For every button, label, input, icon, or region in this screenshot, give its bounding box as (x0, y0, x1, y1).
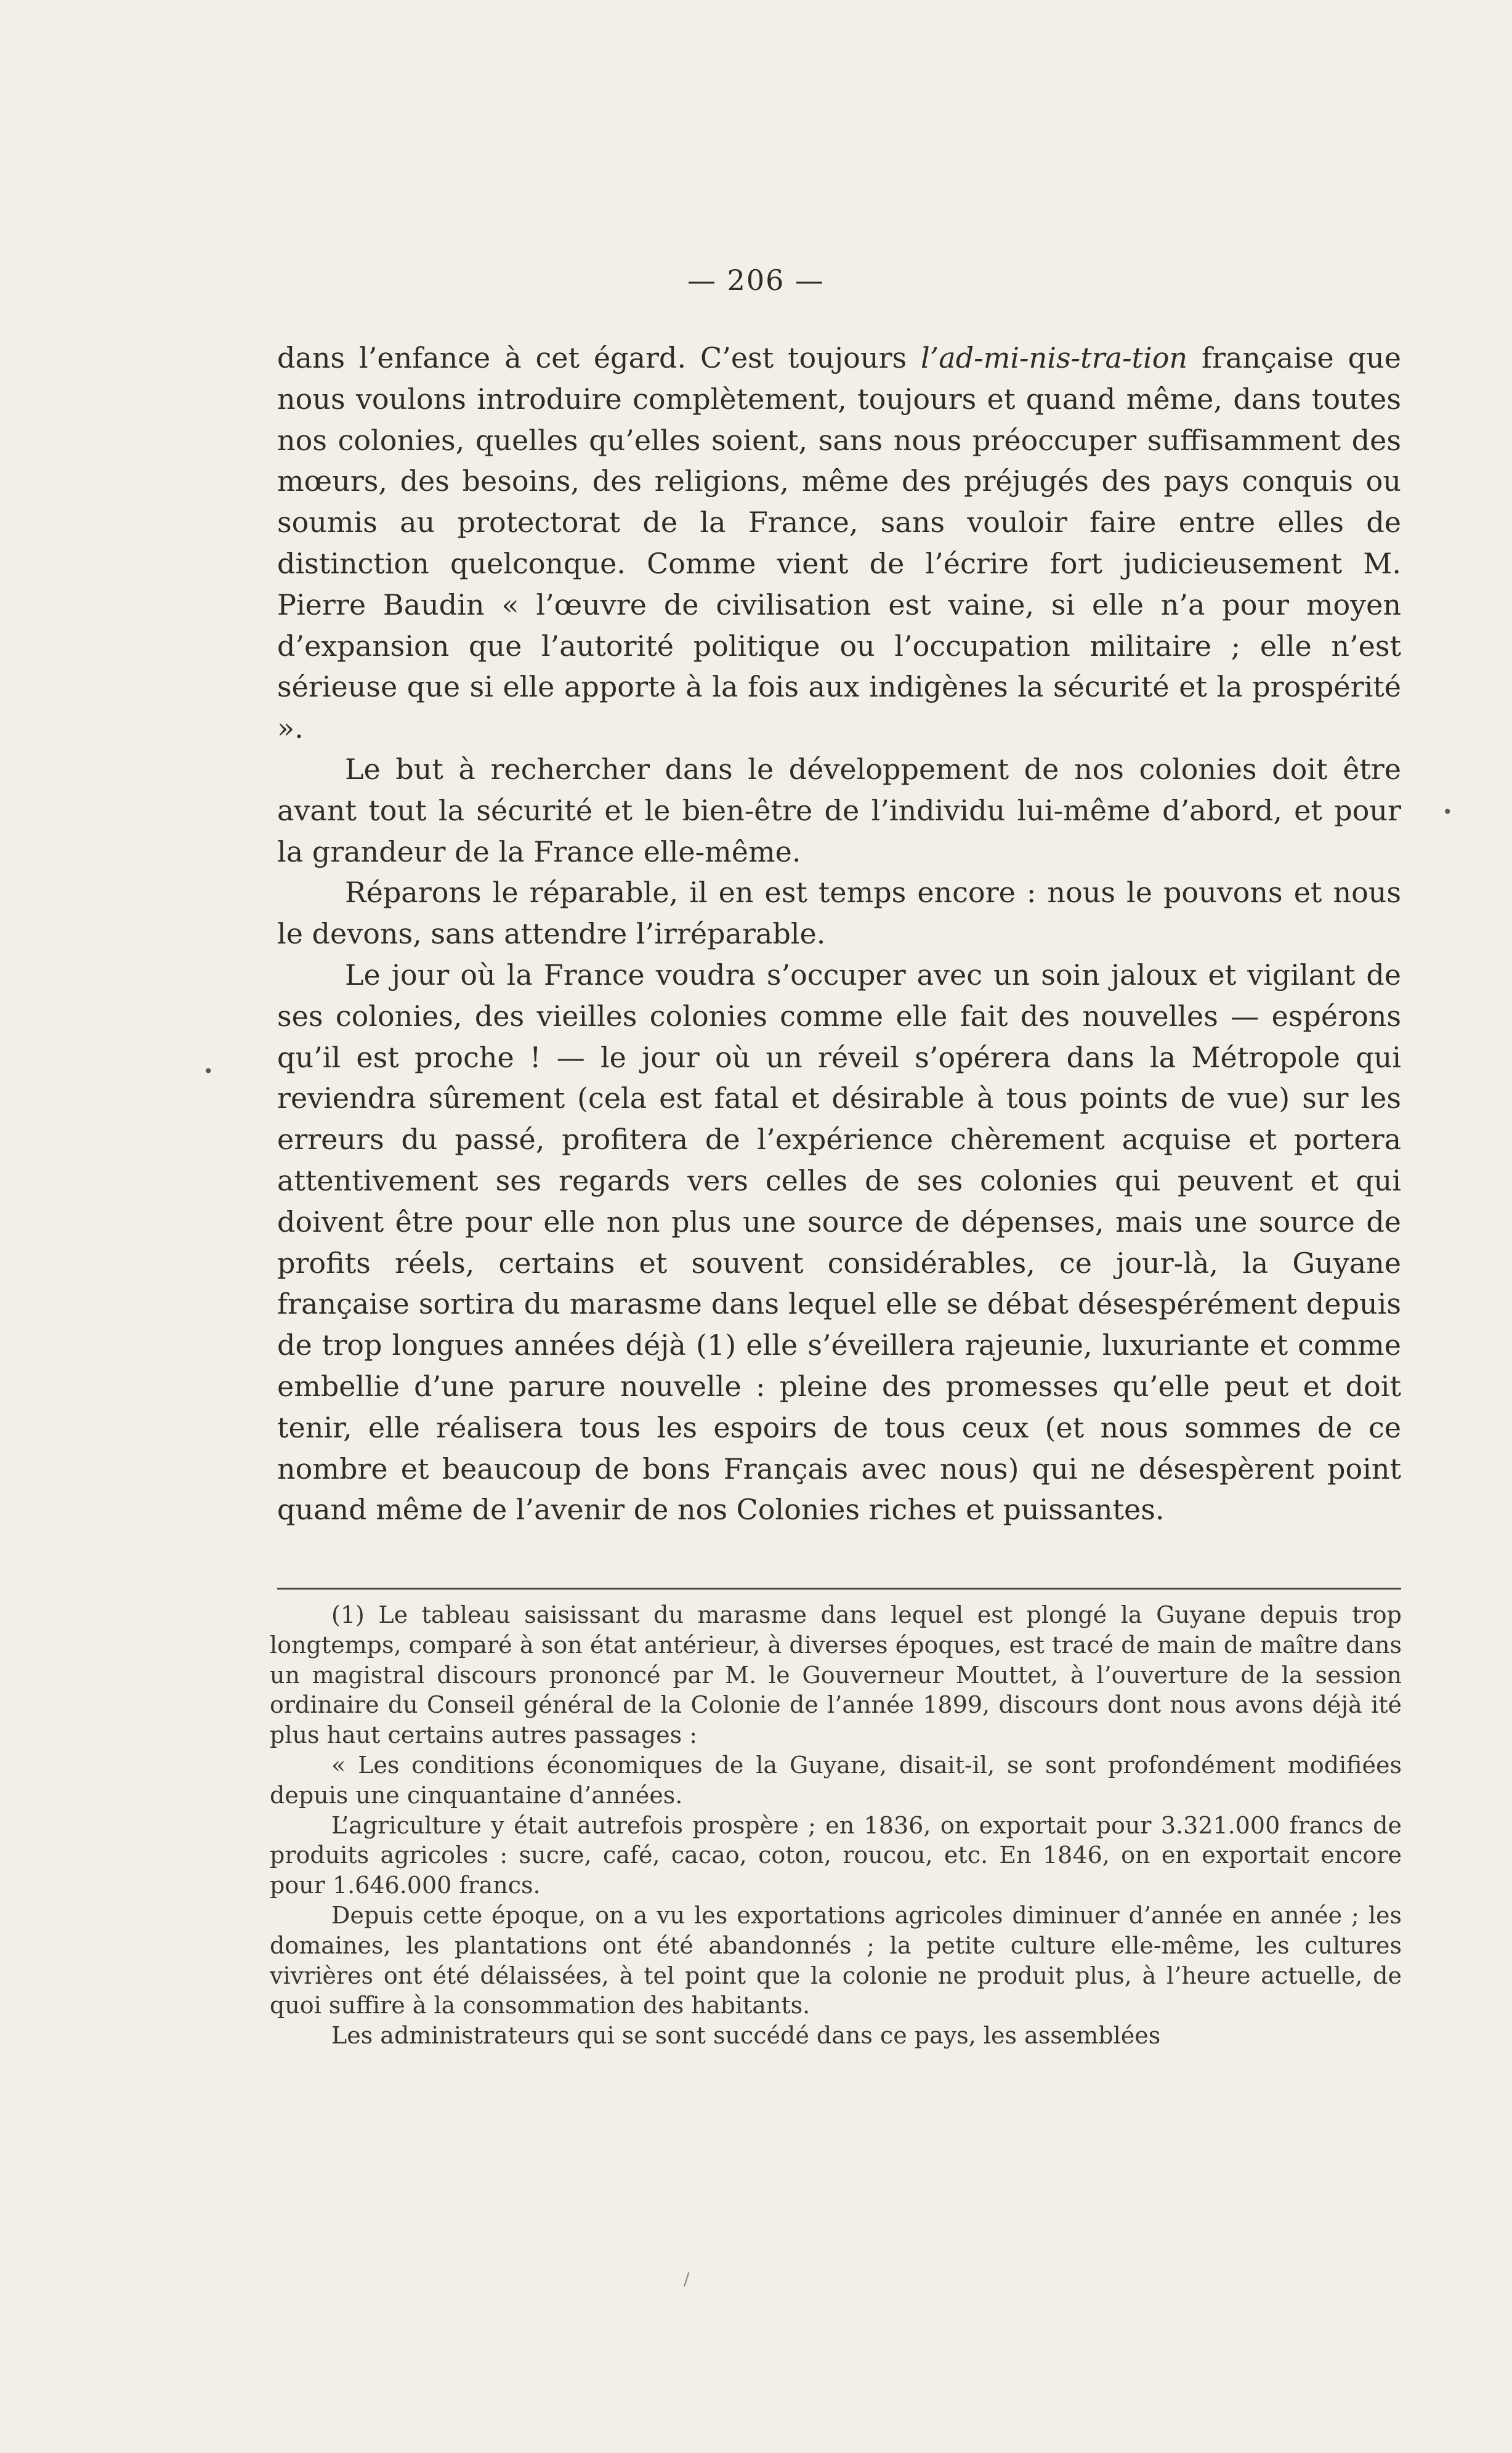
footnote-3: L’agriculture y était autrefois prospère ; en 1836, on exportait pour 3.321.000 francs de produits agricoles : sucre, café, cacao, coton, roucou, etc. En 1846, on en exportait encore pour 1.646.000 francs. (270, 1811, 1402, 1899)
paragraph-2: Le but à rechercher dans le développement de nos colonies doit être avant tout la sécurité et le bien-être de l’individu lui-même d’abord, et pour la grandeur de la France elle-même. (277, 752, 1401, 868)
paragraph-1-part-1: dans l’enfance à cet égard. C’est toujours (277, 341, 921, 374)
margin-dot-left: • (203, 1061, 214, 1081)
footnote-5: Les administrateurs qui se sont succédé dans ce pays, les assemblées (331, 2022, 1161, 2050)
footnote-divider (277, 1588, 1401, 1590)
paragraph-1-italic-term: l’ad-mi-nis-tra-tion (920, 341, 1188, 374)
footnote-4: Depuis cette époque, on a vu les exportations agricoles diminuer d’année en année ; les domaines, les plantations ont été abandonnés ; la petite culture elle-même, les cultures vivrières ont été délaissées, à tel point que la colonie ne produit plus, à l’heure actuelle, de quoi suffire à la consommation des habitants. (270, 1901, 1402, 2019)
footnotes (270, 1600, 1402, 2051)
paragraph-1-part-3: française que nous voulons introduire complètement, toujours et quand même, dans toutes nos colonies, quelles qu’elles soient, sans nous préoccuper suffisamment des mœurs, des besoins, des religions, même des préjugés des pays conquis ou soumis au protectorat de la France, sans vouloir faire entre elles de distinction quelconque. Comme vient de l’écrire fort judicieusement M. Pierre Baudin « l’œuvre de civilisation est vaine, si elle n’a pour moyen d’expansion que l’autorité politique ou l’occupation militaire ; elle n’est sérieuse que si elle apporte à la fois aux indigènes la sécurité et la prospérité ». (277, 341, 1401, 745)
footnote-1: (1) Le tableau saisissant du marasme dans lequel est plongé la Guyane depuis trop longtemps, comparé à son état antérieur, à diverses époques, est tracé de main de maître dans un magistral discours prononcé par M. le Gouverneur Mouttet, à l’ouverture de la session ordinaire du Conseil général de la Colonie de l’année 1899, discours dont nous avons déjà ité plus haut certains autres passages : (270, 1601, 1402, 1749)
main-text (277, 337, 1401, 1530)
paragraph-3: Réparons le réparable, il en est temps encore : nous le pouvons et nous le devons, sans attendre l’irréparable. (277, 876, 1401, 951)
paragraph-4: Le jour où la France voudra s’occuper avec un soin jaloux et vigilant de ses colonies, des vieilles colonies comme elle fait des nouvelles — espérons qu’il est proche ! — le jour où un réveil s’opérera dans la Métropole qui reviendra sûrement (cela est fatal et désirable à tous points de vue) sur les erreurs du passé, profitera de l’expérience chèrement acquise et portera attentivement ses regards vers celles de ses colonies qui peuvent et qui doivent être pour elle non plus une source de dépenses, mais une source de profits réels, certains et souvent considérables, ce jour-là, la Guyane française sortira du marasme dans lequel elle se débat désespérément depuis de trop longues années déjà (1) elle s’éveillera rajeunie, luxuriante et comme embellie d’une parure nouvelle : pleine des promesses qu’elle peut et doit tenir, elle réalisera tous les espoirs de tous ceux (et nous sommes de ce nombre et beaucoup de bons Français avec nous) qui ne désespèrent point quand même de l’avenir de nos Colonies riches et puissantes. (277, 958, 1401, 1527)
footnote-2: « Les conditions économiques de la Guyane, disait-il, se sont profondément modifiées depuis une cinquantaine d’années. (270, 1751, 1402, 1809)
stray-mark: / (684, 2269, 690, 2289)
page-number: — 206 — (687, 264, 825, 297)
paragraph-1 (277, 337, 1401, 749)
margin-dot-right: • (1442, 802, 1453, 822)
